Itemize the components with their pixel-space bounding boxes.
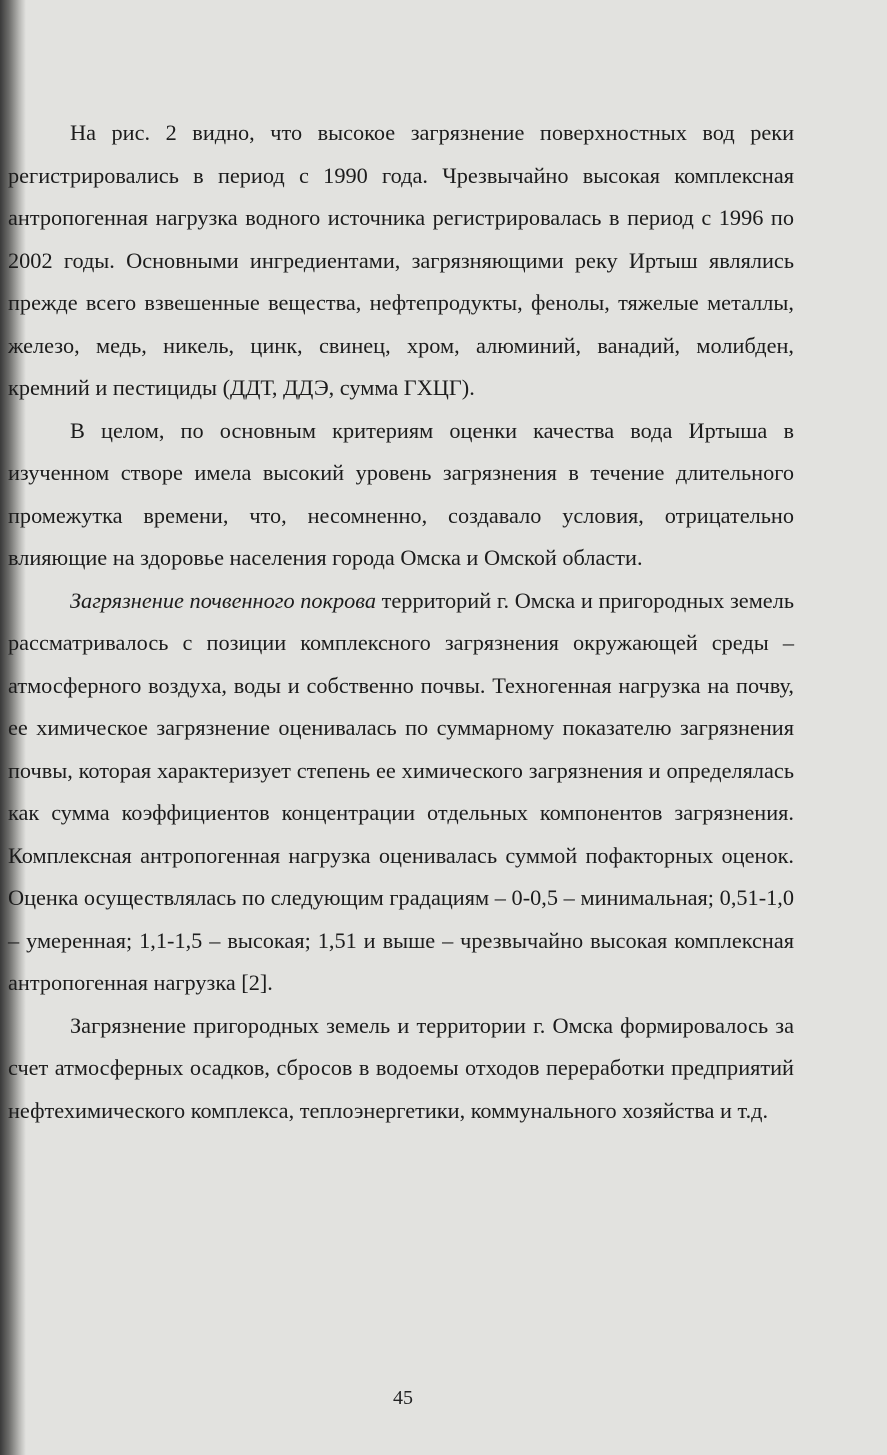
paragraph-river-pollution	[8, 112, 794, 410]
paragraph-text: На рис. 2 видно, что высокое загрязнение поверхностных вод реки регистрировались в период с 1990 года. Чрезвычайно высокая комплексная антропогенная нагрузка водного источника регистрировалась в период с 1996 по 2002 годы. Основными ингредиентами, загрязняющими реку Иртыш являлись прежде всего взвешенные вещества, нефтепродукты, фенолы, тяжелые металлы, железо, медь, никель, цинк, свинец, хром, алюминий, ванадий, молибден, кремний и пестициды (ДДТ, ДДЭ, сумма ГХЦГ).	[8, 120, 794, 400]
paragraph-water-quality	[8, 410, 794, 580]
paragraph-text: территорий г. Омска и пригородных земель рассматривалось с позиции комплексного загрязнения окружающей среды – атмосферного воздуха, воды и собственно почвы. Техногенная нагрузка на почву, ее химическое загрязнение оценивалась по суммарному показателю загрязнения почвы, которая характеризует степень ее химического загрязнения и определялась как сумма коэффициентов концентрации отдельных компонентов загрязнения. Комплексная антропогенная нагрузка оценивалась суммой пофакторных оценок. Оценка осуществлялась по следующим градациям – 0-0,5 – минимальная; 0,51-1,0 – умеренная; 1,1-1,5 – высокая; 1,51 и выше – чрезвычайно высокая комплексная антропогенная нагрузка [2].	[8, 587, 794, 995]
paragraph-suburban-pollution	[8, 1005, 794, 1133]
paragraph-soil-pollution	[8, 580, 794, 1005]
paragraph-text: В целом, по основным критериям оценки качества вода Иртыша в изученном створе имела высокий уровень загрязнения в течение длительного промежутка времени, что, несомненно, создавало условия, отрицательно влияющие на здоровье населения города Омска и Омской области.	[8, 417, 794, 570]
paragraph-text: Загрязнение пригородных земель и территории г. Омска формировалось за счет атмосферных осадков, сбросов в водоемы отходов переработки предприятий нефтехимического комплекса, теплоэнергетики, коммунального хозяйства и т.д.	[8, 1012, 794, 1123]
body-text	[8, 112, 794, 1132]
italic-term: Загрязнение почвенного покрова	[70, 587, 376, 613]
page-number: 45	[393, 1387, 413, 1409]
